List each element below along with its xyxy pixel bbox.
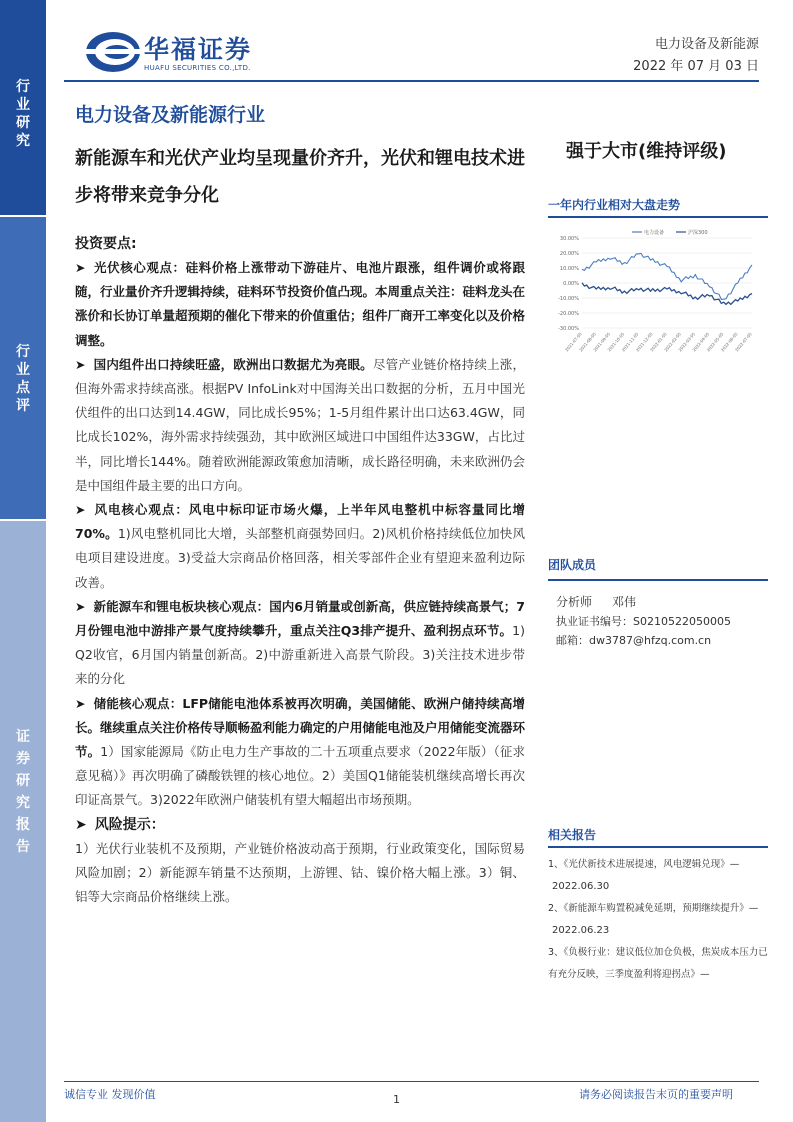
key-point (75, 595, 525, 692)
sidebar-char: 证 (16, 729, 30, 745)
x-tick-label: 2021-11-05 (620, 331, 640, 353)
key-point-text: 1) Q2收官，6月国内销量创新高。2)中游重新进入高景气阶段。3)关注技术进步带来的分化 (75, 623, 525, 687)
arrow-bullet-icon: ➤ (75, 356, 86, 372)
invest-heading: 投资要点: (75, 236, 137, 252)
x-tick-label: 2022-02-05 (663, 331, 682, 353)
logo-chinese-name: 华福证券 (144, 35, 253, 64)
related-report-item[interactable]: 2、《新能源车购置税减免延期，预期继续提升》— (548, 903, 759, 914)
risk-heading (75, 813, 525, 837)
sidebar-label-1 (0, 78, 46, 150)
x-tick-label: 2022-04-05 (691, 331, 711, 353)
relative-performance-chart (548, 224, 758, 354)
sidebar-segment-industry-research (0, 0, 46, 215)
key-point (75, 692, 525, 813)
header-date: 2022 年 07 月 03 日 (633, 59, 759, 74)
x-tick-label: 2021-10-05 (606, 331, 626, 353)
logo-emblem-icon (84, 30, 142, 74)
report-title: 新能源车和光伏产业均呈现量价齐升，光伏和锂电技术进步将带来竞争分化 (75, 148, 525, 206)
related-reports-panel (548, 826, 768, 986)
arrow-bullet-icon: ➤ (75, 502, 86, 518)
related-report-date: 2022.06.30 (552, 881, 610, 892)
related-heading: 相关报告 (548, 826, 768, 848)
sidebar-char: 究 (16, 133, 30, 149)
x-tick-label: 2022-01-05 (648, 331, 668, 353)
sidebar-char: 行 (16, 344, 30, 360)
sidebar-char: 研 (16, 773, 30, 789)
sidebar-char: 券 (16, 751, 30, 767)
key-points-list (75, 256, 525, 813)
y-tick-label: 0.00% (563, 281, 579, 287)
company-logo (84, 30, 284, 80)
chart-heading: 一年内行业相对大盘走势 (548, 196, 768, 218)
y-tick-label: 10.00% (559, 266, 579, 272)
x-tick-label: 2021-07-05 (563, 331, 583, 353)
key-point-text: 尽管产业链价格持续上涨，但海外需求持续高涨。根据PV InfoLink对中国海关出口数据的分析，五月中国光伏组件的出口达到14.4GW，同比成长95%；1-5月组件累计出口达63.4GW，同比成长102%，海外需求持续强劲，其中欧洲区域进口中国组件达33GW，占比过半，同比增长144%。随着欧洲能源政策愈加清晰，成长路径明确，未来欧洲仍会是中国组件最主要的出口方向。 (75, 356, 525, 493)
key-point-bold: 光伏核心观点：硅料价格上涨带动下游硅片、电池片跟涨，组件调价或将跟随，行业量价齐升逻辑持续，硅料环节投资价值凸现。本周重点关注：硅料龙头在涨价和长协订单量超预期的催化下带来的价值重估；组件厂商开工率变化以及价格调整。 (75, 260, 526, 348)
page-number: 1 (393, 1093, 400, 1106)
header-category: 电力设备及新能源 (654, 37, 759, 52)
analyst-row (548, 593, 768, 612)
logo-english-name: HUAFU SECURITIES CO.,LTD. (144, 64, 251, 72)
sidebar-char: 业 (16, 97, 30, 113)
team-panel (548, 556, 768, 650)
team-heading: 团队成员 (548, 558, 597, 572)
y-tick-label: 30.00% (559, 236, 579, 242)
arrow-bullet-icon: ➤ (75, 816, 87, 833)
sidebar (0, 0, 46, 1122)
x-tick-label: 2021-08-05 (578, 331, 597, 353)
legend-label: 沪深300 (688, 230, 708, 236)
sidebar-segment-securities-report (0, 521, 46, 1122)
risk-heading-text: 风险提示： (94, 816, 165, 833)
series-line-index (582, 283, 752, 305)
sidebar-char: 究 (16, 795, 30, 811)
y-tick-label: -30.00% (558, 326, 579, 332)
x-tick-label: 2022-06-05 (719, 331, 739, 353)
legend-label: 电力设备 (644, 230, 665, 236)
y-tick-label: -10.00% (558, 296, 579, 302)
main-content (75, 232, 525, 909)
x-tick-label: 2022-07-05 (733, 331, 753, 353)
y-tick-label: -20.00% (558, 311, 579, 317)
analyst-name: 邓伟 (612, 595, 637, 609)
sidebar-label-2 (0, 343, 46, 415)
y-tick-label: 20.00% (559, 251, 579, 257)
x-tick-label: 2021-12-05 (634, 331, 654, 353)
analyst-email[interactable]: 邮箱：dw3787@hfzq.com.cn (556, 634, 712, 647)
related-report-date: 2022.06.23 (552, 925, 610, 936)
key-point-text: 1)风电整机同比大增，头部整机商强势回归。2)风机价格持续低位加快风电项目建设进度。3)受益大宗商品价格回落，相关零部件企业有望迎来盈利边际改善。 (75, 526, 525, 590)
industry-name: 电力设备及新能源行业 (75, 104, 266, 126)
key-point (75, 256, 525, 353)
rating-label: 强于大市(维持评级) (566, 141, 727, 162)
sidebar-label-3 (0, 726, 46, 858)
related-report-item[interactable]: 1、《光伏新技术进展提速，风电逻辑兑现》— (548, 859, 740, 870)
sidebar-char: 点 (16, 380, 30, 396)
footer-slogan: 诚信专业 发现价值 (64, 1088, 156, 1101)
arrow-bullet-icon: ➤ (75, 598, 86, 614)
sidebar-char: 告 (16, 839, 30, 855)
sidebar-segment-industry-comment (0, 217, 46, 519)
sidebar-char: 研 (16, 115, 30, 131)
key-point-bold: 储能核心观点：LFP储能电池体系被再次明确，美国储能、欧洲户储持续高增长。继续重点关注价格传导顺畅盈利能力确定的户用储能电池及户用储能变流器环节。 (75, 695, 526, 760)
key-point-bold: 国内组件出口持续旺盛，欧洲出口数据尤为亮眼。 (93, 356, 373, 372)
sidebar-char: 报 (16, 817, 30, 833)
sidebar-char: 评 (16, 398, 30, 414)
key-point-bold: 风电核心观点：风电中标印证市场火爆，上半年风电整机中标容量同比增70%。 (75, 502, 525, 542)
key-point (75, 353, 525, 498)
risk-text: 1）光伏行业装机不及预期，产业链价格波动高于预期，行业政策变化，国际贸易风险加剧；2）新能源车销量不达预期，上游锂、钴、镍价格大幅上涨。3）铜、铝等大宗商品价格继续上涨。 (75, 840, 525, 905)
x-tick-label: 2022-03-05 (677, 331, 697, 353)
related-reports-list (548, 854, 768, 986)
sidebar-char: 业 (16, 362, 30, 378)
analyst-license: 执业证书编号：S0210522050005 (556, 615, 731, 628)
chart-panel (548, 196, 768, 354)
key-point (75, 498, 525, 595)
sidebar-char: 行 (16, 79, 30, 95)
footer-disclaimer: 请务必阅读报告末页的重要声明 (579, 1088, 733, 1101)
x-tick-label: 2021-09-05 (592, 331, 612, 353)
footer-divider (64, 1081, 759, 1082)
team-divider (548, 579, 768, 581)
arrow-bullet-icon: ➤ (75, 260, 86, 275)
analyst-label: 分析师 (556, 595, 593, 609)
related-report-item[interactable]: 3、《负极行业：建议低位加仓负极，焦炭成本压力已有充分反映，三季度盈利将迎拐点》— (548, 947, 768, 980)
arrow-bullet-icon: ➤ (75, 695, 86, 711)
header-meta (633, 34, 759, 78)
series-line-industry (582, 253, 752, 299)
header-divider (64, 80, 759, 82)
chart-svg (548, 224, 758, 354)
x-tick-label: 2022-05-05 (705, 331, 725, 353)
key-point-bold: 新能源车和锂电板块核心观点：国内6月销量或创新高，供应链持续高景气；7月份锂电池中游排产景气度持续攀升，重点关注Q3排产提升、盈利拐点环节。 (75, 598, 525, 639)
key-point-text: 1）国家能源局《防止电力生产事故的二十五项重点要求（2022年版）（征求意见稿）》再次明确了磷酸铁锂的核心地位。2）美国Q1储能装机继续高增长再次印证高景气。3)2022年欧洲户储装机有望大幅超出市场预期。 (75, 744, 525, 808)
